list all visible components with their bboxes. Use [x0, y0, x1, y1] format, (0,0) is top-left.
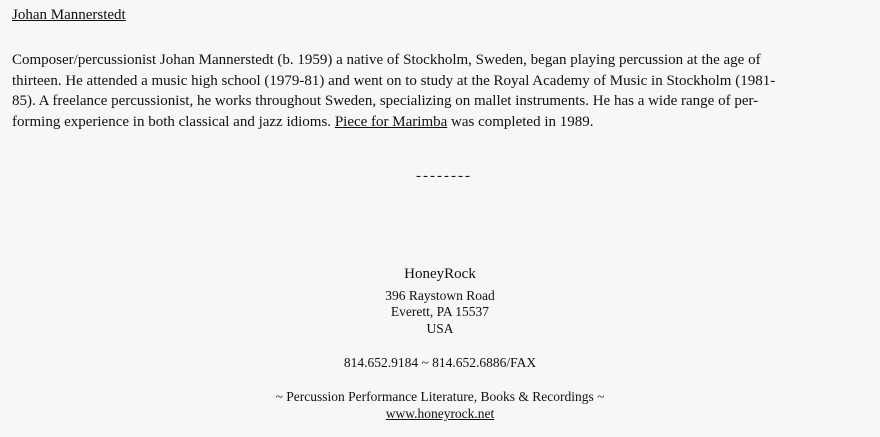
section-divider: -------- [416, 168, 472, 184]
composer-biography [12, 50, 874, 132]
publisher-country: USA [426, 321, 454, 336]
publisher-street: 396 Raystown Road [385, 288, 495, 303]
bio-line-4 [12, 112, 874, 133]
bio-line-4-end: was completed in 1989. [447, 113, 594, 130]
composer-heading: Johan Mannerstedt [12, 7, 126, 23]
publisher-website-link[interactable]: www.honeyrock.net [385, 406, 495, 421]
bio-line-2: thirteen. He attended a music high school (1979-81) and went on to study at the Royal Academy of Music in Stockholm (1981- [12, 72, 776, 89]
publisher-tagline: ~ Percussion Performance Literature, Books & Recordings ~ [275, 389, 605, 404]
piece-title: Piece for Marimba [334, 113, 448, 130]
bio-line-4-start: forming experience in both classical and jazz idioms. [12, 113, 335, 130]
publisher-city: Everett, PA 15537 [390, 304, 490, 319]
publisher-name: HoneyRock [404, 266, 476, 282]
bio-line-3: 85). A freelance percussionist, he works throughout Sweden, specializing on mallet instruments. He has a wide range of per- [12, 93, 759, 109]
bio-line-1: Composer/percussionist Johan Mannerstedt (b. 1959) a native of Stockholm, Sweden, began playing percussion at the age of [12, 52, 761, 68]
publisher-phone: 814.652.9184 ~ 814.652.6886/FAX [343, 355, 537, 370]
